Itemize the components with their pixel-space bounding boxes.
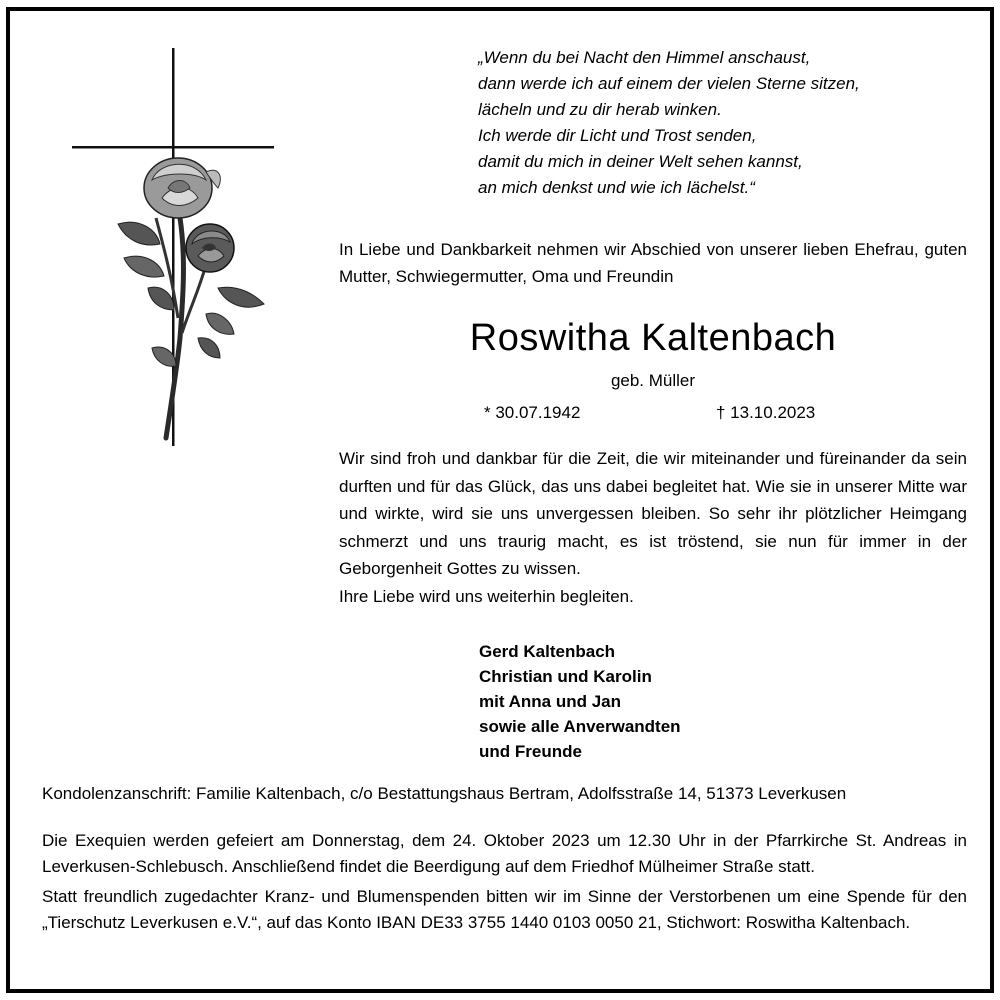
funeral-info-text: Die Exequien werden gefeiert am Donnerstag, dem 24. Oktober 2023 um 12.30 Uhr in der Pfarrkirche St. Andreas in Leverkusen-Schlebusch. Anschließend findet die Beerdigung auf dem Friedhof Mülheimer Straße statt. bbox=[42, 831, 967, 876]
birth-date: * 30.07.1942 bbox=[484, 403, 581, 422]
donation-info bbox=[42, 884, 967, 936]
cross-with-roses-icon bbox=[68, 48, 278, 448]
poem-line: an mich denkst und wie ich lächelst.“ bbox=[478, 178, 755, 197]
poem-line: damit du mich in deiner Welt sehen kannst, bbox=[478, 152, 803, 171]
signer: und Freunde bbox=[479, 742, 582, 761]
birth-name: geb. Müller bbox=[610, 371, 696, 390]
obituary-notice bbox=[6, 7, 994, 993]
poem-line: lächeln und zu dir herab winken. bbox=[478, 100, 722, 119]
tribute-main: Wir sind froh und dankbar für die Zeit, die wir miteinander und füreinander da sein durften und für das Glück, das uns dabei begleitet hat. Wie sie in unserer Mitte war und wirkte, wird sie uns unvergessen bleiben. So sehr ihr plötzlicher Heimgang schmerzt und uns traurig macht, es ist tröstend, sie nun für immer in der Geborgenheit Gottes zu wissen. bbox=[339, 449, 967, 578]
condolence-address: Kondolenzanschrift: Familie Kaltenbach, c/o Bestattungshaus Bertram, Adolfsstraße 14, 51373 Leverkusen bbox=[42, 784, 847, 803]
death-date: † 13.10.2023 bbox=[716, 403, 816, 422]
deceased-name: Roswitha Kaltenbach bbox=[469, 317, 837, 359]
signer: mit Anna und Jan bbox=[479, 692, 621, 711]
poem-line: „Wenn du bei Nacht den Himmel anschaust, bbox=[478, 48, 811, 67]
signer: Christian und Karolin bbox=[479, 667, 652, 686]
tribute-closing: Ihre Liebe wird uns weiterhin begleiten. bbox=[339, 586, 634, 606]
signer: Gerd Kaltenbach bbox=[479, 642, 616, 661]
signers bbox=[479, 639, 681, 764]
poem bbox=[478, 45, 958, 201]
tribute-text bbox=[339, 445, 967, 610]
signer: sowie alle Anverwandten bbox=[479, 717, 681, 736]
funeral-info bbox=[42, 828, 967, 880]
donation-info-text: Statt freundlich zugedachter Kranz- und Blumenspenden bitten wir im Sinne der Verstorbenen um eine Spende für den „Tierschutz Leverkusen e.V.“, auf das Konto IBAN DE33 3755 1440 0103 0050 21, Stichwort: Roswitha Kaltenbach. bbox=[42, 887, 967, 932]
poem-line: dann werde ich auf einem der vielen Sterne sitzen, bbox=[478, 74, 860, 93]
intro-text: In Liebe und Dankbarkeit nehmen wir Abschied von unserer lieben Ehefrau, guten Mutter, Schwiegermutter, Oma und Freundin bbox=[339, 240, 967, 286]
poem-line: Ich werde dir Licht und Trost senden, bbox=[478, 126, 757, 145]
